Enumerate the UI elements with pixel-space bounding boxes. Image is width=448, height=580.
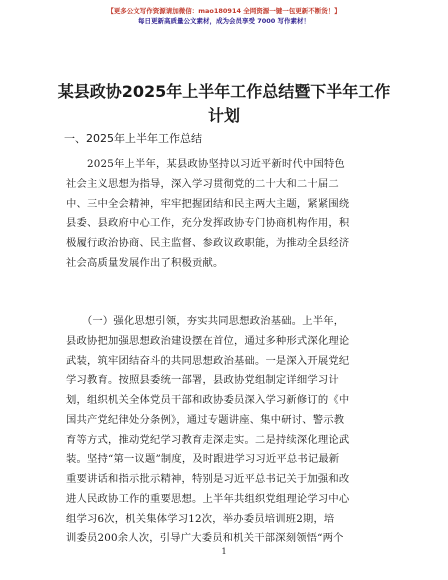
text-line: 重要讲话和指示批示精神，特别是习近平总书记关于加强和改: [66, 473, 350, 485]
text-line: 县委、县政府中心工作，充分发挥政协专门协商机构作用，积: [66, 217, 350, 230]
text-line: 装。坚持“第一议题”制度，及时跟进学习习近平总书记最新: [66, 453, 340, 466]
text-line: 组学习6次，机关集体学习12次，举办委员培训班2期，培: [66, 512, 335, 525]
text-line: 训委员200余人次，引导广大委员和机关干部深刻领悟“两个: [66, 532, 344, 545]
text-line: 2025年上半年，某县政协坚持以习近平新时代中国特色: [66, 158, 345, 170]
text-line: 进人民政协工作的重要思想。上半年共组织党组理论学习中心: [66, 492, 350, 505]
text-line: （一）强化思想引领，夯实共同思想政治基础。上半年，: [66, 315, 345, 327]
text-line: 中、三中全会精神，牢牢把握团结和民主两大主题，紧紧围绕: [66, 197, 350, 210]
paragraph-ideology: [66, 312, 384, 549]
text-line: 县政协把加强思想政治建设摆在首位，通过多种形式深化理论: [66, 334, 350, 347]
text-line: 社会主义思想为指导，深入学习贯彻党的二十大和二十届二: [66, 177, 339, 190]
promo-line-1: 【更多公文写作资源请加微信：mao180914 全网资源一键一包更新不断货！】: [107, 7, 341, 15]
text-line: 育等方式，推动党纪学习教育走深走实。二是持续深化理论武: [66, 433, 350, 446]
text-line: 极履行政治协商、民主监督、参政议政职能，为推动全县经济: [66, 237, 350, 249]
promo-line-2: 每日更新高质量公文素材，成为会员享受 7000 写作素材！: [137, 17, 311, 25]
text-line: 划，组织机关全体党员干部和政协委员深入学习新修订的《中: [66, 394, 350, 406]
text-line: 社会高质量发展作出了积极贡献。: [66, 256, 224, 269]
text-line: 国共产党纪律处分条例》，通过专题讲座、集中研讨、警示教: [66, 413, 345, 426]
paragraph-summary: [66, 155, 384, 274]
text-line: 学习教育。按照县委统一部署，县政协党组制定详细学习计: [66, 374, 339, 387]
text-line: 武装，筑牢团结奋斗的共同思想政治基础。一是深入开展党纪: [66, 354, 350, 367]
section-heading: 一、2025年上半年工作总结: [64, 132, 202, 145]
page-number: 1: [221, 547, 227, 556]
document-title: 某县政协2025年上半年工作总结暨下半年工作计划: [57, 82, 391, 125]
promo-banner: [0, 6, 448, 26]
